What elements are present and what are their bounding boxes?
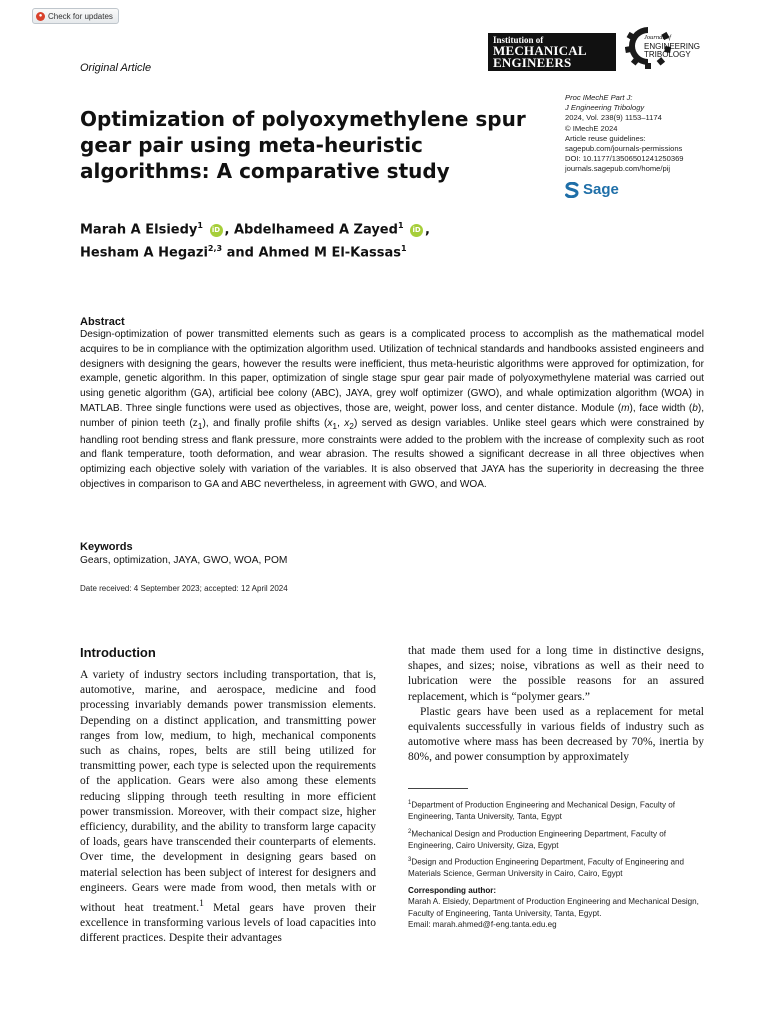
author-3: Hesham A Hegazi [80, 245, 208, 261]
imeche-logo [488, 33, 616, 71]
affiliation-2: $^2$Mechanical Design and Production Engineering Department, Faculty of Engineering, Cairo University, Giza, Egypt [408, 828, 666, 850]
author-4: and Ahmed M El-Kassas [222, 245, 402, 261]
introduction-heading: Introduction [80, 645, 156, 660]
intro-paragraph-1: A variety of industry sectors including transportation, that is, automotive, marine, and aerospace, medicine and food processing invariably demands power transmission elements. Depending on a distinct application, and transmitting power ranges from low, medium, to high, mechanical components such as chains, ropes, belts are still being utilized for transmitting power, each type is selected upon the requirements of the application. Gears were also among these elements reducing slipping through teeth resulting in more efficient power transmission. Moreover, with their compact size, higher efficiency, durability, and the ability to transform large capacity of loads, gears have transcended their counterparts of elements. Over time, the development in designing gears based on material selection has been subject of interest for designers and engineers. Gears were made from wood, then metals with or without heat treatment.$^1$ Metal gears have proven their excellence in transforming various levels of load capacities into different practices. Despite their advantages [80, 669, 376, 945]
intro-left-column [80, 668, 376, 946]
imeche-logo-line2: MECHANICAL [493, 43, 587, 58]
sage-label: Sage [583, 181, 619, 198]
author-2: , Abdelhameed A Zayed [224, 222, 398, 238]
keywords-heading: Keywords [80, 541, 133, 553]
intro-right-column [408, 644, 704, 766]
journal-logo-line1: ENGINEERING [644, 41, 701, 51]
author-list [80, 216, 550, 263]
sage-s-icon [565, 182, 579, 198]
footnote-divider [408, 788, 468, 789]
meta-doi[interactable]: DOI: 10.1177/13506501241250369 [565, 154, 684, 164]
journal-meta [565, 93, 755, 175]
affiliation-1: $^1$Department of Production Engineering and Mechanical Design, Faculty of Engineering, Tanta University, Tanta, Egypt [408, 800, 675, 822]
corresponding-author [408, 885, 708, 931]
author-1-affil: 1 [197, 221, 203, 230]
abstract-section [80, 316, 704, 493]
corresponding-heading: Corresponding author: [408, 886, 497, 895]
meta-reuse-link[interactable]: sagepub.com/journals-permissions [565, 144, 683, 154]
sage-logo [565, 181, 619, 198]
journal-logo-line2: TRIBOLOGY [644, 50, 691, 59]
meta-copyright: © IMechE 2024 [565, 123, 618, 133]
meta-proc: Proc IMechE Part J: [565, 93, 633, 102]
imeche-logo-line1: Institution of [493, 35, 544, 45]
paper-title: Optimization of polyoxymethylene spur gear pair using meta-heuristic algorithms: A comparative study [80, 107, 526, 183]
corresponding-email[interactable]: Email: marah.ahmed@f-eng.tanta.edu.eg [408, 920, 557, 930]
orcid-icon[interactable]: iD [410, 224, 423, 237]
meta-journal: J Engineering Tribology [565, 103, 645, 113]
abstract-heading: Abstract [80, 316, 125, 328]
author-4-affil: 1 [401, 244, 407, 254]
reference-1[interactable]: 1 [199, 898, 204, 910]
author-1: Marah A Elsiedy [80, 222, 198, 238]
imeche-logo-line3: ENGINEERS [493, 55, 572, 70]
check-for-updates-button[interactable] [32, 8, 119, 24]
abstract-text: Design-optimization of power transmitted elements such as gears is a complicated process to accomplish as the mathematical model acquires to be in compliance with the optimization algorithm used. Utilization of technical standards and handbooks assisted engineers and designers with designing the gears, however the results were inefficient, thus meta-heuristic algorithms were approved for optimization, for example, genetic algorithm. In this paper, optimization of single stage spur gear pair made of polyoxymethylene material was carried out using genetic algorithm (GA), artificial bee colony (ABC), JAYA, grey wolf optimizer (GWO), and whale optimization algorithm (WOA) in MATLAB. Three single functions were used as objectives, those are, weight, power loss, and center distance. Module (m), face width (b), number of pinion teeth $(z_1)$, and finally profile shifts ($x_1$, $x_2$) served as design variables. Unlike steel gears which were constrained by handling root bending stress and flank pressure, more constraints were added to the problem with the increase of complexity such as root and flank temperature, tooth deformation, and wear abrasion. The results showed a significant decrease in all three objectives when optimizing each objective solely with variation of the variables. It is also observed that JAYA has the superiority in decreasing the three objectives in comparison to GA and ABC nevertheless, in agreement with GWO, and WOA. [80, 329, 704, 490]
author-2-end: , [425, 222, 430, 238]
check-updates-label: Check for updates [48, 11, 113, 21]
check-updates-icon: ● [36, 12, 45, 21]
keywords-section [80, 541, 704, 568]
article-type: Original Article [80, 62, 152, 74]
orcid-icon[interactable]: iD [210, 224, 223, 237]
meta-volume: 2024, Vol. 238(9) 1153–1174 [565, 113, 662, 123]
meta-reuse: Article reuse guidelines: [565, 133, 646, 143]
affiliations [408, 798, 708, 884]
meta-home-link[interactable]: journals.sagepub.com/home/pij [565, 164, 671, 174]
affiliation-3: $^3$Design and Production Engineering Department, Faculty of Engineering and Materials Science, German University in Cairo, Cairo, Egypt [408, 857, 685, 879]
corresponding-text: Marah A. Elsiedy, Department of Production Engineering and Mechanical Design, Faculty of Engineering, Tanta University, Tanta, Egypt. [408, 897, 699, 918]
journal-logo-text [644, 34, 700, 60]
intro-paragraph-1-cont: that made them used for a long time in distinctive designs, shapes, and sizes; noise, vibrations as well as their need to lubrication were the possible reasons for an assured replacement, which is “polymer gears.” [408, 645, 704, 703]
keywords-text: Gears, optimization, JAYA, GWO, WOA, POM [80, 555, 288, 566]
date-received: Date received: 4 September 2023; accepted: 12 April 2024 [80, 584, 288, 593]
author-2-affil: 1 [397, 221, 404, 230]
journal-logo-small: Journal of [644, 34, 671, 41]
intro-paragraph-2: Plastic gears have been used as a replacement for metal equivalents successfully in various fields of industry such as automotive where mass has been decreased by 70%, inertia by 80%, and power consumption by approximately [408, 705, 704, 764]
author-3-affil: 2,3 [207, 244, 223, 254]
